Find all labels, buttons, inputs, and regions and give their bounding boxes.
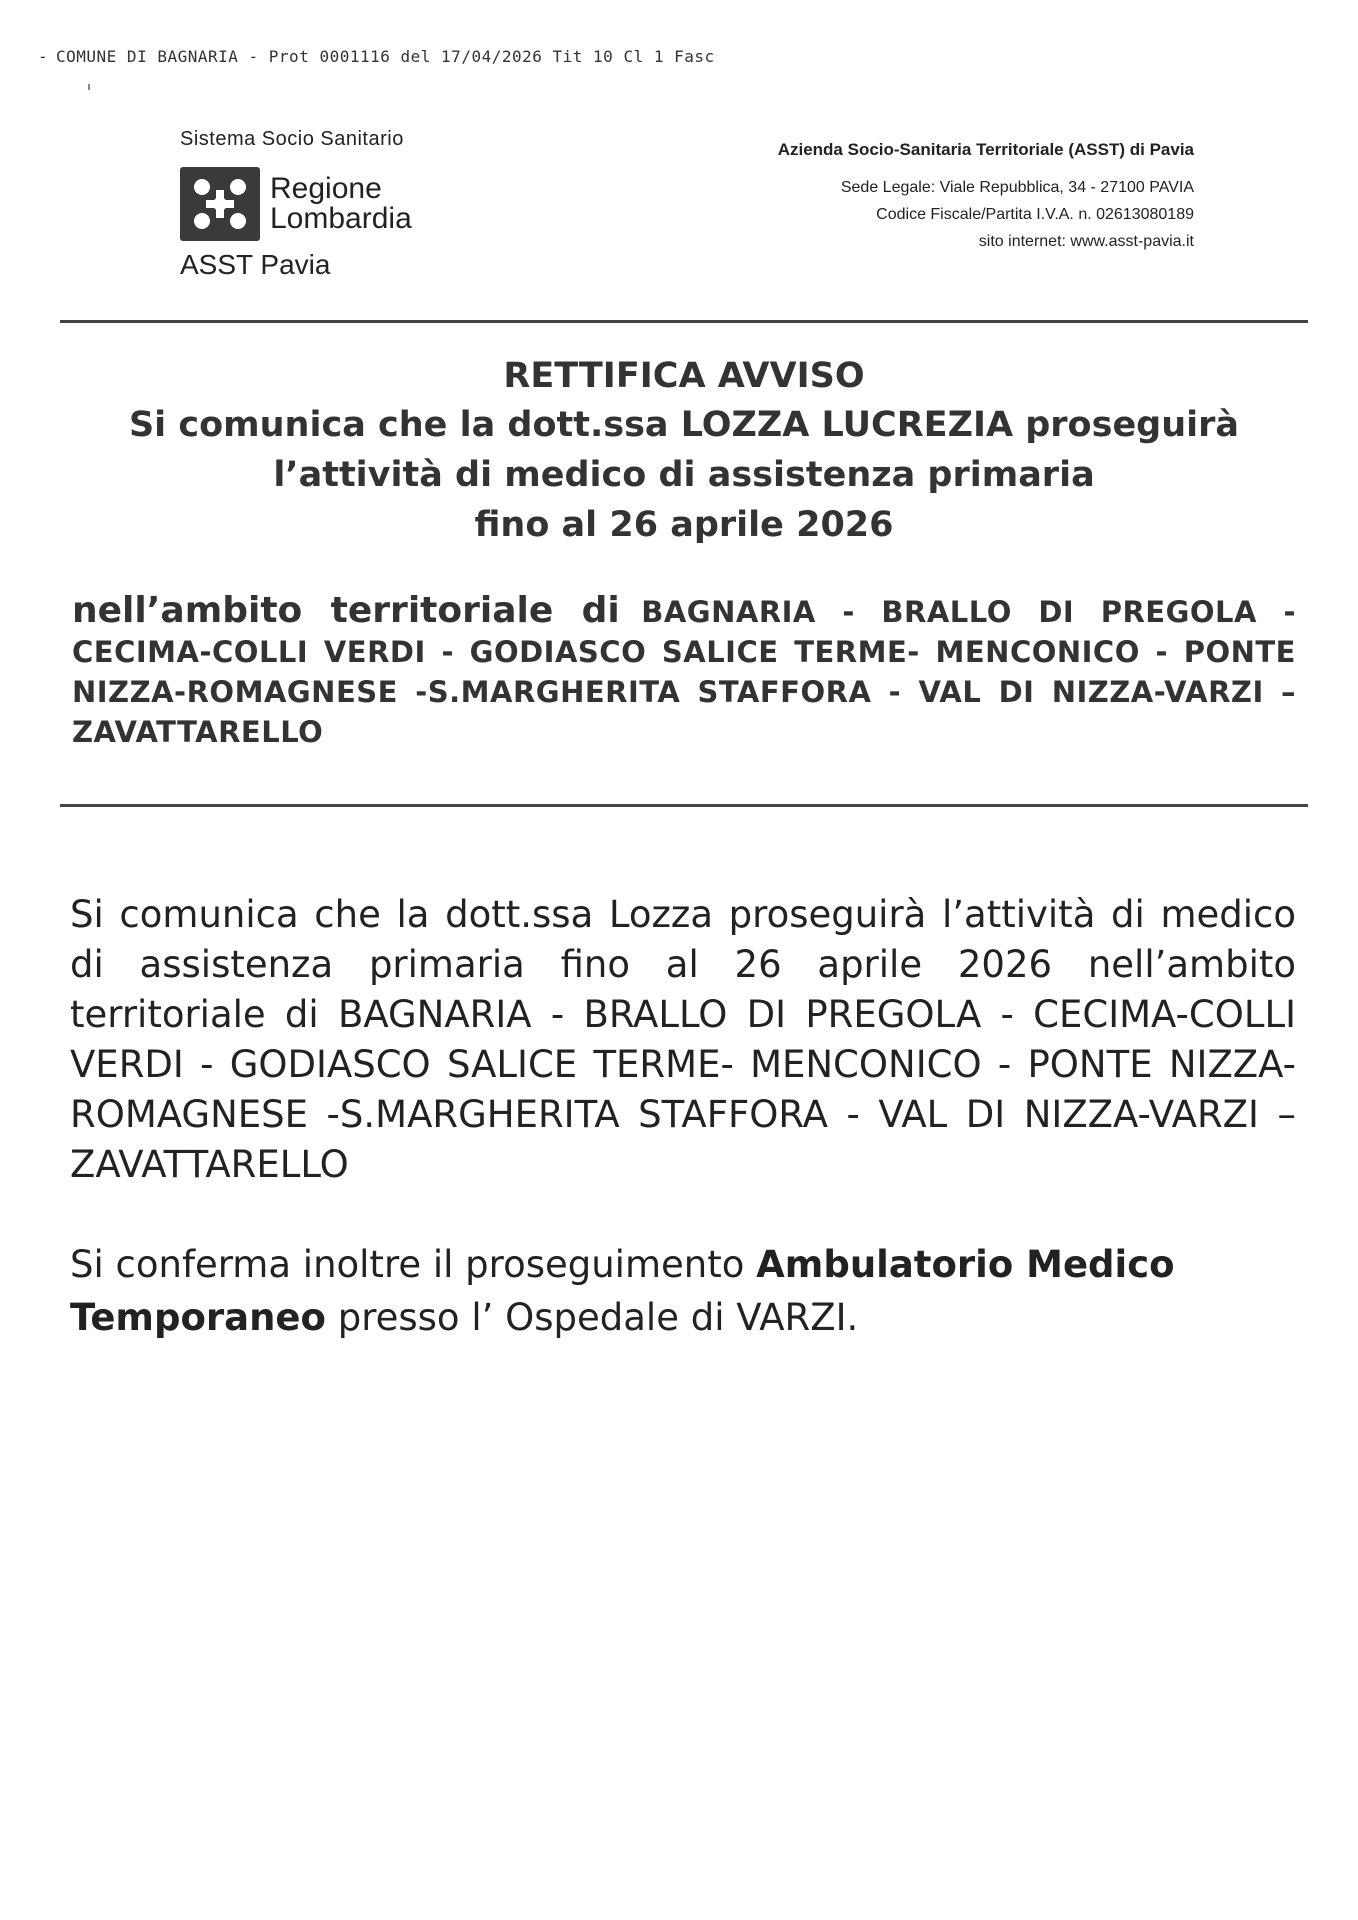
stamp-mark: - <box>38 47 49 66</box>
brand-region-line1: Regione <box>270 172 382 205</box>
notice-line3: fino al 26 aprile 2026 <box>474 505 894 545</box>
agency-tax-code: Codice Fiscale/Partita I.V.A. n. 02613080189 <box>876 206 1194 223</box>
section-divider <box>60 804 1308 807</box>
agency-website: sito internet: www.asst-pavia.it <box>978 233 1194 250</box>
agency-info <box>778 140 1194 255</box>
brand-block <box>180 128 412 281</box>
territory-lead: nell’ambito territoriale di <box>72 590 620 631</box>
brand-system: Sistema Socio Sanitario <box>180 128 404 150</box>
brand-row <box>180 167 412 241</box>
agency-address: Sede Legale: Viale Repubblica, 34 - 27100 PAVIA <box>840 179 1194 196</box>
header-divider <box>60 320 1308 323</box>
p2-suffix: presso l’ Ospedale di VARZI. <box>337 1296 859 1339</box>
brand-region <box>270 174 412 234</box>
protocol-stamp <box>38 47 715 66</box>
notice-line2: l’attività di medico di assistenza primaria <box>273 455 1095 495</box>
territory-block <box>72 590 1296 752</box>
territory-places: BAGNARIA - BRALLO DI PREGOLA - CECIMA-COLLI VERDI - GODIASCO SALICE TERME- MENCONICO - PONTE NIZZA-ROMAGNESE -S.MARGHERITA STAFFORA - VAL DI NIZZA-VARZI – ZAVATTARELLO <box>72 595 1296 749</box>
notice-title: RETTIFICA AVVISO <box>503 356 865 396</box>
regione-lombardia-logo-icon <box>180 167 260 241</box>
notice-line1: Si comunica che la dott.ssa LOZZA LUCREZIA proseguirà <box>128 405 1240 445</box>
brand-unit: ASST Pavia <box>180 249 331 280</box>
p2-prefix: Si conferma inoltre il proseguimento <box>70 1243 745 1286</box>
notice-heading <box>60 352 1308 550</box>
brand-region-line2: Lombardia <box>270 202 412 235</box>
p2-bold: Ambulatorio Medico Temporaneo <box>70 1243 1175 1339</box>
protocol-text: COMUNE DI BAGNARIA - Prot 0001116 del 17/04/2026 Tit 10 Cl 1 Fasc <box>56 47 715 66</box>
body-paragraph-2 <box>70 1238 1296 1344</box>
body-paragraph-1: Si comunica che la dott.ssa Lozza proseguirà l’attività di medico di assistenza primaria fino al 26 aprile 2026 nell’ambito territoriale di BAGNARIA - BRALLO DI PREGOLA - CECIMA-COLLI VERDI - GODIASCO SALICE TERME- MENCONICO - PONTE NIZZA-ROMAGNESE -S.MARGHERITA STAFFORA - VAL DI NIZZA-VARZI – ZAVATTARELLO <box>70 893 1296 1186</box>
scan-mark <box>88 84 90 90</box>
agency-name: Azienda Socio-Sanitaria Territoriale (ASST) di Pavia <box>777 140 1194 159</box>
